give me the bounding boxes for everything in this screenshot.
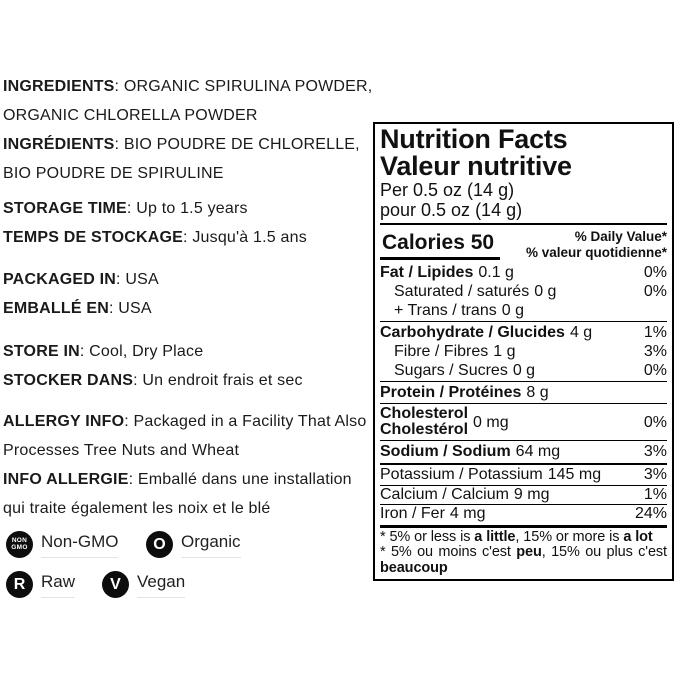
organic-icon <box>146 531 173 558</box>
daily-value-header <box>526 229 667 260</box>
raw-icon <box>6 571 33 598</box>
info-column <box>3 0 375 677</box>
nutrient-amount: 8 g <box>526 384 549 401</box>
info-block <box>3 72 375 188</box>
calories-section <box>380 225 667 263</box>
badge-non-gmo <box>6 531 146 558</box>
info-seg: : Cool, Dry Place <box>79 343 204 360</box>
info-entry <box>3 407 375 465</box>
calories-label: Calories <box>382 231 465 254</box>
info-seg: INGREDIENTS <box>3 78 115 95</box>
nutrient-name <box>380 406 468 438</box>
badge-row <box>6 571 378 598</box>
info-entry <box>3 130 375 188</box>
info-seg: INFO ALLERGIE <box>3 471 129 488</box>
vegan-icon <box>102 571 129 598</box>
nutrient-amount: 64 mg <box>515 443 561 460</box>
info-entry <box>3 294 375 323</box>
divider <box>380 440 667 441</box>
info-seg: : BIO POUDRE DE CHLORELLE, BIO POUDRE DE SPIRULINE <box>3 136 360 182</box>
nutrient-row <box>380 282 667 301</box>
raw-icon-text: R <box>13 575 26 593</box>
divider <box>380 403 667 404</box>
footnote-fr-seg: * 5% ou moins c'est <box>380 544 517 560</box>
footnote-en-seg: a lot <box>623 528 653 545</box>
info-entry <box>3 465 375 523</box>
badge-row <box>6 531 378 558</box>
nutrient-daily-value: 3% <box>643 443 667 460</box>
info-seg: STOCKER DANS <box>3 372 134 389</box>
nutrient-name: Sugars / Sucres <box>394 362 508 379</box>
footnote-fr-seg: peu <box>516 544 542 560</box>
daily-value-fr: % valeur quotidienne* <box>525 244 667 260</box>
vegan-icon-text: V <box>110 575 121 593</box>
info-seg: : Up to 1.5 years <box>126 200 248 217</box>
nutrient-row <box>380 361 667 380</box>
divider <box>380 321 667 322</box>
nutrient-row <box>380 301 667 320</box>
info-entry <box>3 194 375 223</box>
nutrient-amount: 0 g <box>512 362 536 379</box>
info-seg: : Un endroit frais et sec <box>133 372 303 389</box>
nutrient-amount: 145 mg <box>547 466 602 483</box>
badge-label: Raw <box>41 572 75 598</box>
footnote-fr-seg: beaucoup <box>380 559 448 576</box>
badge-vegan <box>102 571 185 598</box>
info-block <box>3 194 375 252</box>
badge-organic <box>146 531 241 558</box>
info-seg: : USA <box>116 271 159 288</box>
nutrient-daily-value: 0% <box>643 283 667 300</box>
info-block <box>3 407 375 523</box>
nutrient-name: Fat / Lipides <box>380 264 474 281</box>
badge-raw <box>6 571 102 598</box>
nutrition-facts-title-en: Nutrition Facts <box>380 124 568 154</box>
footnote-en <box>380 530 667 546</box>
info-seg: ALLERGY INFO <box>3 413 125 430</box>
info-entry <box>3 265 375 294</box>
info-seg: : ORGANIC SPIRULINA POWDER, ORGANIC CHLORELLA POWDER <box>3 78 373 124</box>
nutrient-amount: 0 mg <box>473 413 509 431</box>
info-seg: STORE IN <box>3 343 80 360</box>
calories-number: 50 <box>470 231 495 254</box>
info-seg: PACKAGED IN <box>3 271 117 288</box>
nutrient-name: Protein / Protéines <box>380 384 522 401</box>
organic-icon-text: O <box>153 535 166 553</box>
nutrient-daily-value: 3% <box>643 466 667 483</box>
nutrient-row <box>380 342 667 361</box>
nutrient-row <box>380 383 667 402</box>
nutrient-amount: 4 g <box>569 324 593 341</box>
nutrient-name: Saturated / saturés <box>394 283 530 300</box>
footnote-en-seg: , 15% or more is <box>515 528 624 545</box>
nutrient-name: Fibre / Fibres <box>394 343 489 360</box>
nutrient-amount: 1 g <box>493 343 516 360</box>
nutrient-daily-value: 3% <box>643 343 667 360</box>
nutrient-daily-value: 24% <box>634 505 667 522</box>
nutrient-name: Carbohydrate / Glucides <box>380 324 565 341</box>
nutrient-rows <box>380 263 667 523</box>
footnote-en-seg: * 5% or less is <box>380 528 475 545</box>
nutrient-daily-value: 1% <box>643 324 667 341</box>
info-seg: : Emballé dans une installation qui traite également les noix et le blé <box>3 471 352 517</box>
badge-label: Non-GMO <box>41 532 118 558</box>
nutrient-row <box>380 263 667 282</box>
nutrient-name: + Trans / trans <box>394 302 497 319</box>
non-gmo-icon-text: NON <box>11 537 28 544</box>
badge-label: Organic <box>181 532 241 558</box>
nutrient-daily-value: 1% <box>643 485 667 503</box>
nutrient-name: Iron / Fer <box>380 505 445 522</box>
nutrient-row <box>380 506 667 523</box>
divider-thick <box>380 525 667 528</box>
divider <box>380 381 667 382</box>
nutrient-name: Calcium / Calcium <box>380 485 509 503</box>
non-gmo-icon-text: GMO <box>11 543 28 551</box>
nutrient-name-line: Cholestérol <box>380 421 469 438</box>
non-gmo-icon <box>6 531 33 558</box>
nutrition-facts-panel <box>373 122 674 581</box>
footnote-fr <box>380 545 667 576</box>
serving-size-en: Per 0.5 oz (14 g) <box>380 180 515 200</box>
nutrient-amount: 0.1 g <box>478 264 514 281</box>
nutrient-amount: 0 g <box>534 283 557 300</box>
info-entry <box>3 337 375 366</box>
info-seg: TEMPS DE STOCKAGE <box>3 229 184 246</box>
certification-badges <box>6 531 378 598</box>
nutrient-name-line: Cholesterol <box>380 405 469 422</box>
nutrient-daily-value: 0% <box>643 264 667 281</box>
nutrient-row <box>380 405 667 439</box>
info-entry <box>3 366 375 395</box>
nutrition-facts-title-fr: Valeur nutritive <box>380 151 572 181</box>
nutrient-name: Sodium / Sodium <box>380 443 511 460</box>
serving-size-fr: pour 0.5 oz (14 g) <box>380 200 523 220</box>
nutrient-daily-value: 0% <box>643 362 667 379</box>
info-seg: : Packaged in a Facility That Also Processes Tree Nuts and Wheat <box>3 413 367 459</box>
nutrient-name: Potassium / Potassium <box>380 466 543 483</box>
info-seg: STORAGE TIME <box>3 200 127 217</box>
info-seg: : USA <box>109 300 152 317</box>
footnote-en-seg: a little <box>474 528 516 545</box>
info-seg: : Jusqu'à 1.5 ans <box>183 229 307 246</box>
info-entry <box>3 72 375 130</box>
nutrient-amount: 0 g <box>501 302 524 319</box>
info-block <box>3 265 375 323</box>
nutrient-amount: 4 mg <box>449 505 486 522</box>
nutrient-daily-value: 0% <box>643 413 667 431</box>
info-seg: EMBALLÉ EN <box>3 300 109 317</box>
calories-value <box>380 231 500 260</box>
info-block <box>3 337 375 395</box>
daily-value-en: % Daily Value* <box>574 229 667 244</box>
nutrient-row <box>380 467 667 484</box>
info-seg: INGRÉDIENTS <box>3 136 115 153</box>
nutrient-row <box>380 487 667 504</box>
nutrient-row <box>380 442 667 461</box>
footnote-fr-seg: , 15% ou plus c'est <box>541 544 667 560</box>
divider <box>380 463 667 465</box>
info-entry <box>3 223 375 252</box>
nutrient-amount: 9 mg <box>513 485 550 503</box>
badge-label: Vegan <box>137 572 185 598</box>
nutrient-row <box>380 323 667 342</box>
